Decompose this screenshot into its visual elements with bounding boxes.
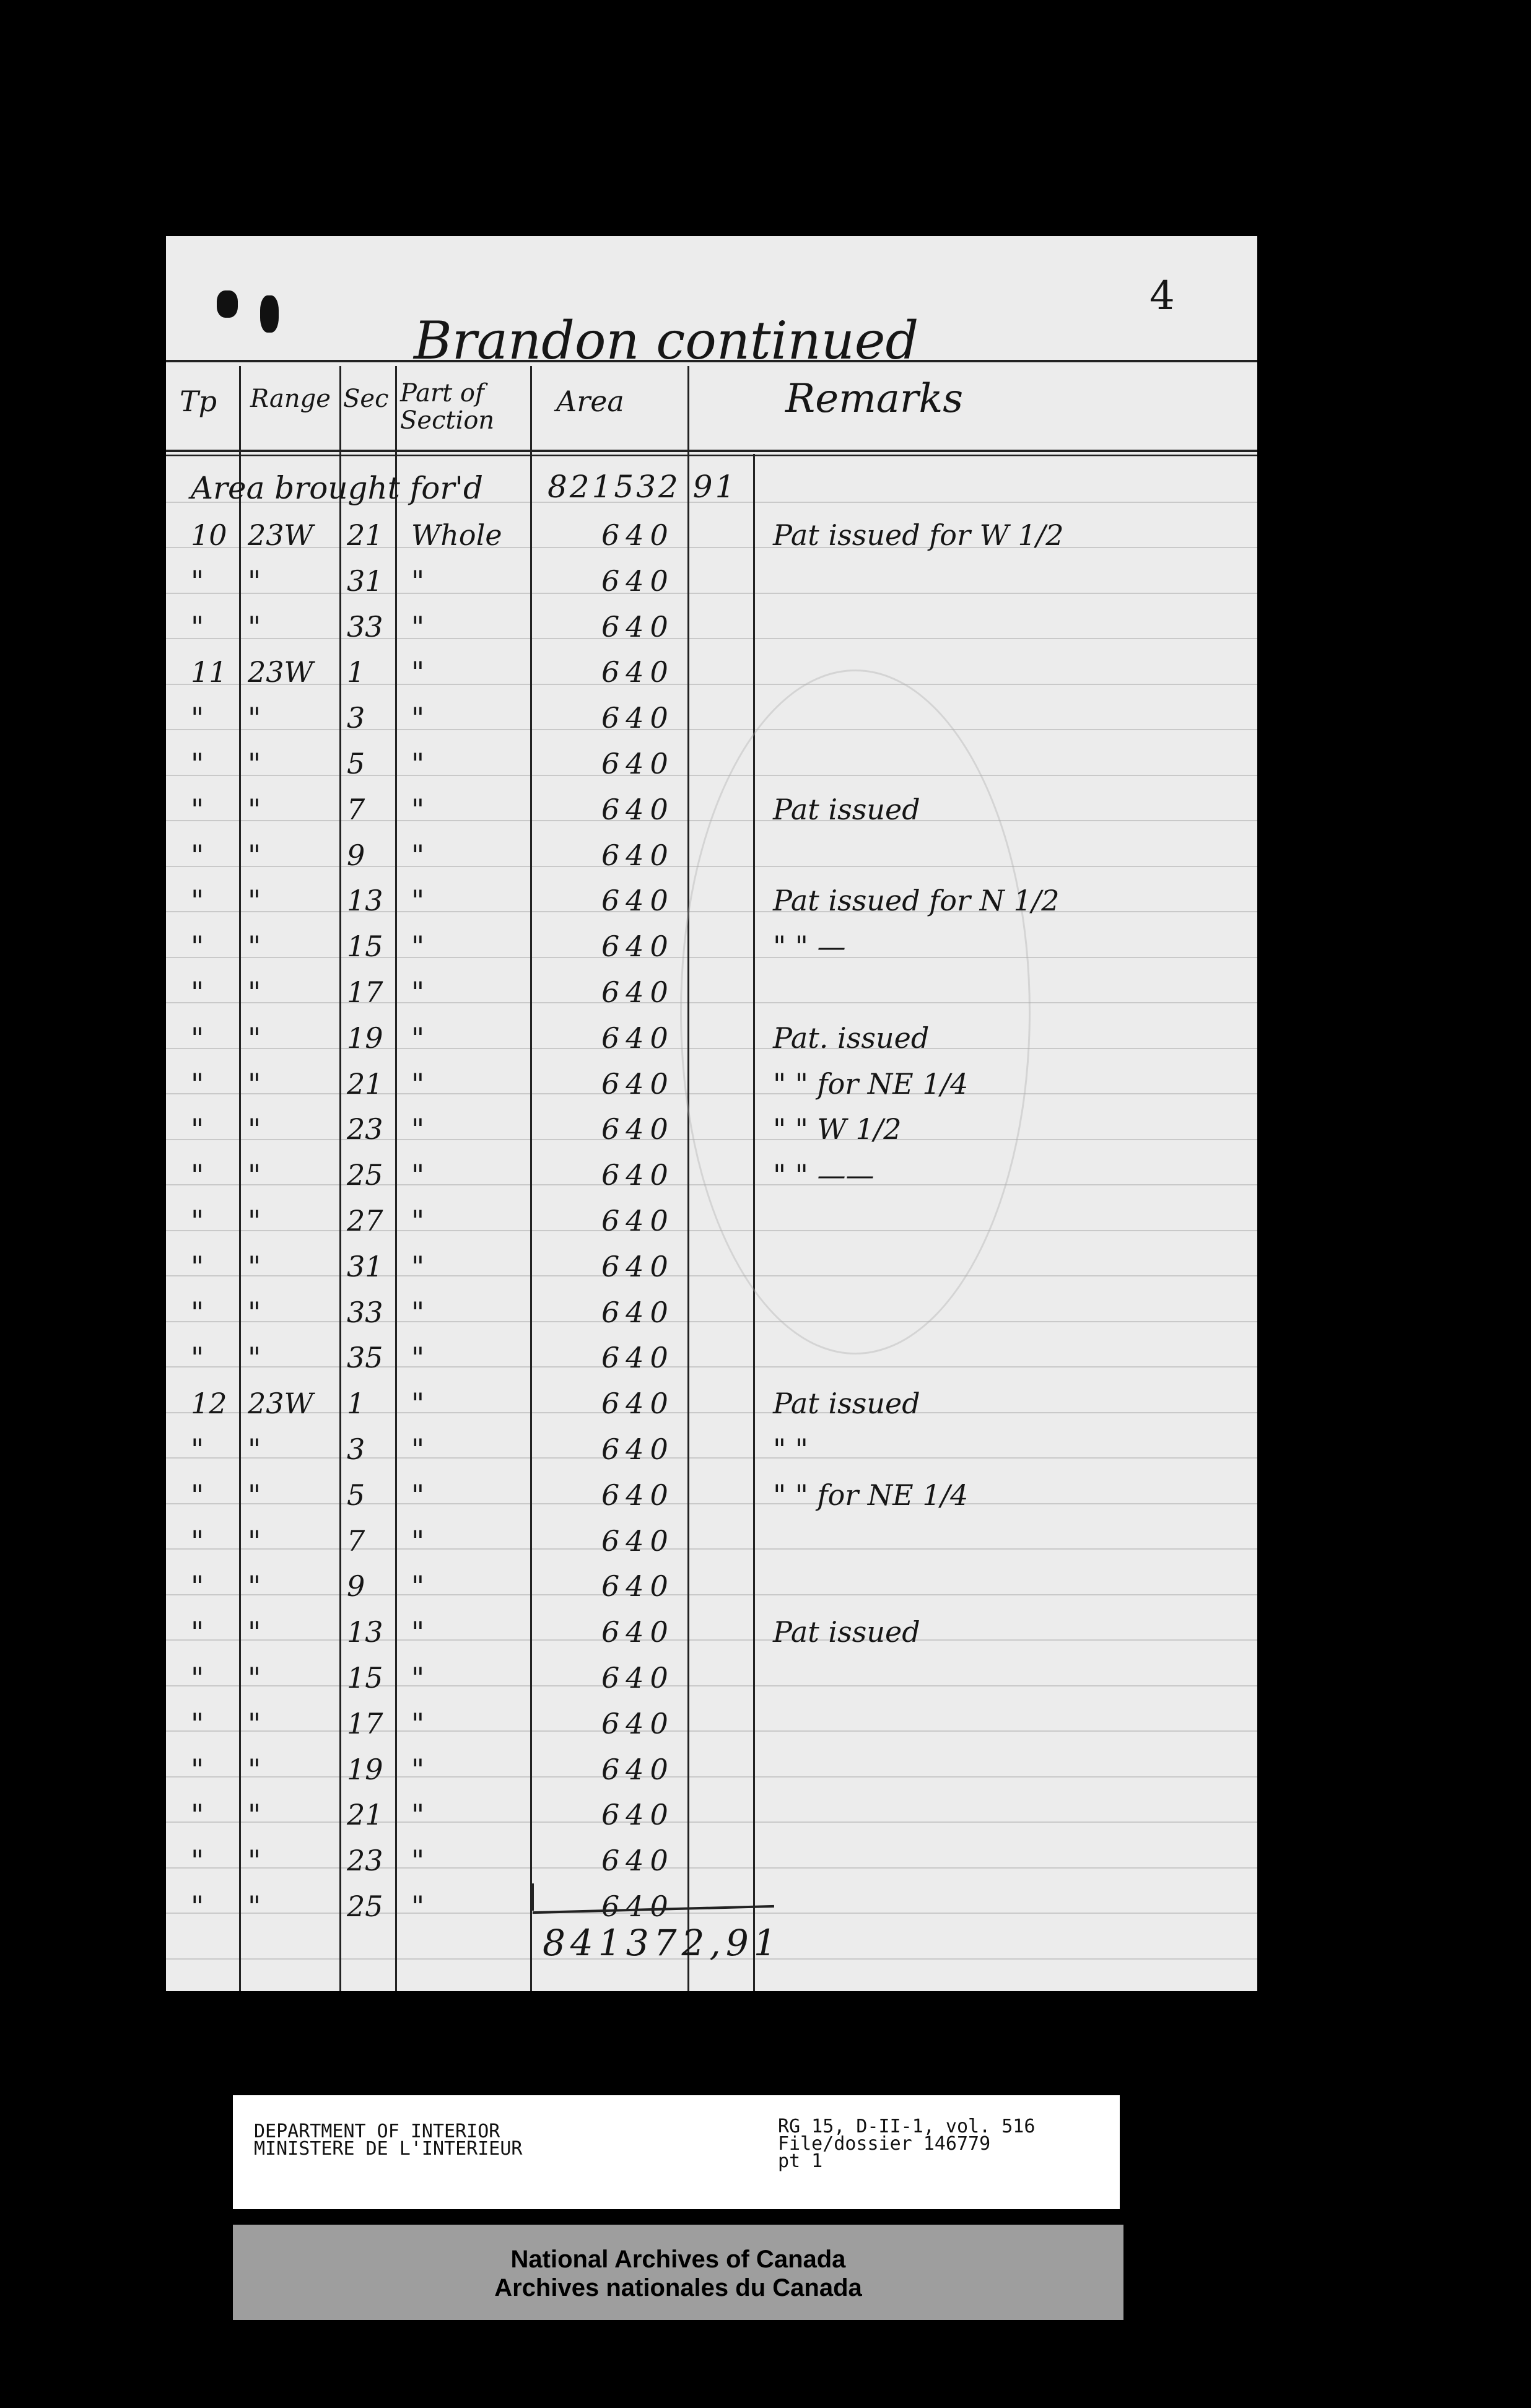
table-row	[166, 926, 1257, 972]
cell-part: "	[411, 701, 425, 735]
cell-area: 640	[601, 518, 674, 552]
cell-tp: "	[191, 1021, 204, 1055]
cell-area: 640	[601, 1661, 674, 1695]
table-row	[166, 1429, 1257, 1475]
cell-area: 640	[601, 747, 674, 780]
cell-tp: "	[191, 1524, 204, 1558]
cell-range: "	[248, 1706, 261, 1740]
cell-area: 640	[601, 1021, 674, 1055]
cell-area: 640	[601, 1569, 674, 1603]
cell-tp: "	[191, 975, 204, 1009]
table-row	[166, 697, 1257, 743]
cell-part: "	[411, 1387, 425, 1421]
cell-area: 640	[601, 930, 674, 964]
archive-name-en: National Archives of Canada	[510, 2246, 846, 2273]
cell-part: "	[411, 1433, 425, 1466]
cell-range: "	[248, 701, 261, 735]
column-header-part: Part of Section	[400, 379, 495, 435]
file-ref: File/dossier 146779	[778, 2133, 991, 2155]
cell-sec: 33	[347, 1295, 383, 1329]
cell-tp: "	[191, 1158, 204, 1192]
cell-sec: 1	[347, 1387, 365, 1421]
cell-range: "	[248, 1844, 261, 1878]
department-fr: MINISTERE DE L'INTERIEUR	[254, 2138, 523, 2160]
cell-area: 640	[601, 609, 674, 643]
cell-part: "	[411, 1295, 425, 1329]
record-group-ref: RG 15, D-II-1, vol. 516	[778, 2116, 1036, 2137]
cell-sec: 21	[347, 1067, 383, 1101]
cell-part: "	[411, 747, 425, 780]
cell-remarks: " "	[773, 1433, 808, 1466]
table-row	[166, 1612, 1257, 1657]
table-row	[166, 1794, 1257, 1840]
cell-remarks: Pat issued for W 1/2	[773, 518, 1064, 552]
cell-part: "	[411, 1706, 425, 1740]
cell-tp: "	[191, 1569, 204, 1603]
cell-tp: "	[191, 930, 204, 964]
cell-sec: 19	[347, 1021, 383, 1055]
cell-range: "	[248, 884, 261, 918]
table-row	[166, 606, 1257, 652]
table-row	[166, 1200, 1257, 1246]
header-double-rule	[166, 455, 1257, 456]
cell-sec: 23	[347, 1844, 383, 1878]
cell-range: "	[248, 1067, 261, 1101]
cell-range: 23W	[248, 1387, 313, 1421]
cell-area: 640	[601, 1067, 674, 1101]
cell-part: "	[411, 1021, 425, 1055]
cell-part: Whole	[411, 518, 502, 552]
cell-area: 640	[601, 1295, 674, 1329]
area-total: 841372,91	[543, 1922, 782, 1964]
ruling-line	[166, 456, 1257, 457]
page-heading: Brandon continued	[414, 310, 919, 371]
cell-sec: 21	[347, 1798, 383, 1832]
cell-tp: "	[191, 1341, 204, 1375]
cell-range: "	[248, 1295, 261, 1329]
cell-part: "	[411, 1478, 425, 1512]
archive-name-fr: Archives nationales du Canada	[494, 2274, 862, 2301]
table-row	[166, 1520, 1257, 1566]
cell-range: "	[248, 1112, 261, 1146]
cell-tp: 11	[191, 655, 227, 689]
cell-tp: "	[191, 1615, 204, 1649]
cell-part: "	[411, 884, 425, 918]
cell-part: "	[411, 1249, 425, 1283]
part-ref: pt 1	[778, 2150, 823, 2172]
cell-sec: 9	[347, 838, 365, 872]
cell-part: "	[411, 564, 425, 598]
table-row	[166, 561, 1257, 606]
cell-sec: 17	[347, 1706, 383, 1740]
cell-range: "	[248, 1752, 261, 1786]
cell-range: "	[248, 1249, 261, 1283]
cell-sec: 33	[347, 609, 383, 643]
table-row	[166, 652, 1257, 697]
table-row	[166, 1657, 1257, 1703]
cell-sec: 21	[347, 518, 383, 552]
column-header-sec: Sec	[343, 385, 389, 413]
cell-sec: 19	[347, 1752, 383, 1786]
cell-sec: 5	[347, 1478, 365, 1512]
cell-sec: 31	[347, 564, 383, 598]
cell-tp: "	[191, 1706, 204, 1740]
cell-part: "	[411, 930, 425, 964]
cell-range: "	[248, 1478, 261, 1512]
cell-part: "	[411, 609, 425, 643]
cell-sec: 13	[347, 884, 383, 918]
cell-tp: "	[191, 1844, 204, 1878]
cell-area: 640	[601, 838, 674, 872]
cell-range: "	[248, 1021, 261, 1055]
table-row	[166, 1246, 1257, 1292]
column-header-tp: Tp	[180, 385, 217, 418]
cell-sec: 15	[347, 1661, 383, 1695]
cell-area: 640	[601, 1341, 674, 1375]
column-header-range: Range	[250, 385, 331, 413]
cell-remarks: " " for NE 1/4	[773, 1478, 969, 1512]
cell-tp: "	[191, 701, 204, 735]
cell-tp: "	[191, 1478, 204, 1512]
cell-tp: 12	[191, 1387, 227, 1421]
cell-range: 23W	[248, 655, 313, 689]
table-row	[166, 1566, 1257, 1612]
cell-tp: "	[191, 747, 204, 780]
cell-range: "	[248, 975, 261, 1009]
cell-range: "	[248, 1661, 261, 1695]
cell-area: 640	[601, 975, 674, 1009]
cell-area: 640	[601, 1798, 674, 1832]
table-row	[166, 1337, 1257, 1383]
cell-sec: 7	[347, 792, 365, 826]
cell-sec: 23	[347, 1112, 383, 1146]
cell-remarks: Pat issued	[773, 1615, 920, 1649]
cell-tp: "	[191, 838, 204, 872]
cell-area: 640	[601, 1890, 674, 1923]
table-row	[166, 1703, 1257, 1749]
cell-part: "	[411, 1615, 425, 1649]
cell-sec: 27	[347, 1204, 383, 1237]
cell-area: 640	[601, 884, 674, 918]
cell-sec: 9	[347, 1569, 365, 1603]
cell-area: 640	[601, 1478, 674, 1512]
cell-tp: 10	[191, 518, 227, 552]
cell-sec: 7	[347, 1524, 365, 1558]
cell-range: "	[248, 930, 261, 964]
cell-sec: 13	[347, 1615, 383, 1649]
cell-sec: 25	[347, 1158, 383, 1192]
cell-part: "	[411, 1204, 425, 1237]
cell-tp: "	[191, 1798, 204, 1832]
cell-sec: 35	[347, 1341, 383, 1375]
cell-range: "	[248, 1341, 261, 1375]
cell-remarks: " " for NE 1/4	[773, 1067, 969, 1101]
cell-range: "	[248, 609, 261, 643]
cell-part: "	[411, 1844, 425, 1878]
table-row	[166, 1383, 1257, 1429]
department-en: DEPARTMENT OF INTERIOR	[254, 2121, 500, 2142]
table-row	[166, 743, 1257, 789]
cell-area: 640	[601, 1112, 674, 1146]
brought-forward-label: Area brought for'd	[191, 470, 483, 506]
table-row	[166, 835, 1257, 881]
cell-area: 640	[601, 701, 674, 735]
cell-sec: 3	[347, 701, 365, 735]
table-row	[166, 1154, 1257, 1200]
cell-area: 640	[601, 564, 674, 598]
cell-range: "	[248, 747, 261, 780]
cell-tp: "	[191, 1661, 204, 1695]
cell-tp: "	[191, 1112, 204, 1146]
cell-range: 23W	[248, 518, 313, 552]
cell-range: "	[248, 564, 261, 598]
cell-sec: 5	[347, 747, 365, 780]
table-row	[166, 1063, 1257, 1109]
cell-range: "	[248, 792, 261, 826]
cell-range: "	[248, 1204, 261, 1237]
cell-area: 640	[601, 1615, 674, 1649]
punch-hole	[217, 290, 238, 318]
cell-part: "	[411, 1341, 425, 1375]
cell-tp: "	[191, 1433, 204, 1466]
table-row	[166, 1840, 1257, 1886]
cell-tp: "	[191, 609, 204, 643]
cell-remarks: " " —	[773, 930, 846, 964]
cell-area: 640	[601, 655, 674, 689]
cell-tp: "	[191, 564, 204, 598]
cell-area: 640	[601, 792, 674, 826]
table-row	[166, 1749, 1257, 1795]
cell-remarks: Pat. issued	[773, 1021, 930, 1055]
cell-remarks: Pat issued for N 1/2	[773, 884, 1060, 918]
cell-part: "	[411, 1067, 425, 1101]
header-bottom-rule	[166, 450, 1257, 452]
sum-bracket	[531, 1883, 534, 1911]
cell-area: 640	[601, 1844, 674, 1878]
cell-range: "	[248, 1890, 261, 1923]
cell-part: "	[411, 1112, 425, 1146]
cell-part: "	[411, 1524, 425, 1558]
punch-hole	[260, 295, 279, 333]
cell-tp: "	[191, 884, 204, 918]
cell-remarks: " " ——	[773, 1158, 875, 1192]
cell-area: 640	[601, 1524, 674, 1558]
table-row	[166, 1109, 1257, 1154]
table-row	[166, 1292, 1257, 1338]
cell-sec: 17	[347, 975, 383, 1009]
column-header-area: Area	[556, 385, 624, 418]
cell-remarks: Pat issued	[773, 792, 920, 826]
table-row	[166, 880, 1257, 926]
cell-remarks: " " W 1/2	[773, 1112, 902, 1146]
cell-tp: "	[191, 792, 204, 826]
cell-tp: "	[191, 1067, 204, 1101]
cell-range: "	[248, 838, 261, 872]
table-row	[166, 1018, 1257, 1063]
cell-range: "	[248, 1158, 261, 1192]
cell-tp: "	[191, 1890, 204, 1923]
cell-tp: "	[191, 1752, 204, 1786]
cell-tp: "	[191, 1249, 204, 1283]
cell-area: 640	[601, 1158, 674, 1192]
ledger-page	[166, 236, 1257, 1991]
cell-range: "	[248, 1524, 261, 1558]
cell-area: 640	[601, 1752, 674, 1786]
cell-area: 640	[601, 1204, 674, 1237]
cell-sec: 1	[347, 655, 365, 689]
cell-part: "	[411, 792, 425, 826]
archive-reference-label	[233, 2095, 1120, 2209]
brought-forward-value: 821532 91	[547, 469, 738, 505]
cell-range: "	[248, 1798, 261, 1832]
cell-part: "	[411, 1890, 425, 1923]
cell-area: 640	[601, 1433, 674, 1466]
cell-area: 640	[601, 1249, 674, 1283]
cell-part: "	[411, 655, 425, 689]
cell-area: 640	[601, 1387, 674, 1421]
cell-range: "	[248, 1615, 261, 1649]
table-row	[166, 515, 1257, 561]
cell-sec: 25	[347, 1890, 383, 1923]
column-header-remarks: Remarks	[785, 376, 964, 422]
table-row	[166, 789, 1257, 835]
cell-sec: 15	[347, 930, 383, 964]
cell-sec: 31	[347, 1249, 383, 1283]
cell-range: "	[248, 1433, 261, 1466]
cell-area: 640	[601, 1706, 674, 1740]
cell-remarks: Pat issued	[773, 1387, 920, 1421]
cell-part: "	[411, 1569, 425, 1603]
archive-banner	[233, 2225, 1123, 2320]
page-number: 4	[1149, 273, 1175, 319]
table-row	[166, 972, 1257, 1018]
cell-part: "	[411, 1158, 425, 1192]
table-row	[166, 1475, 1257, 1520]
cell-part: "	[411, 1798, 425, 1832]
cell-part: "	[411, 838, 425, 872]
cell-range: "	[248, 1569, 261, 1603]
cell-tp: "	[191, 1204, 204, 1237]
cell-tp: "	[191, 1295, 204, 1329]
cell-part: "	[411, 975, 425, 1009]
cell-sec: 3	[347, 1433, 365, 1466]
cell-part: "	[411, 1752, 425, 1786]
cell-part: "	[411, 1661, 425, 1695]
